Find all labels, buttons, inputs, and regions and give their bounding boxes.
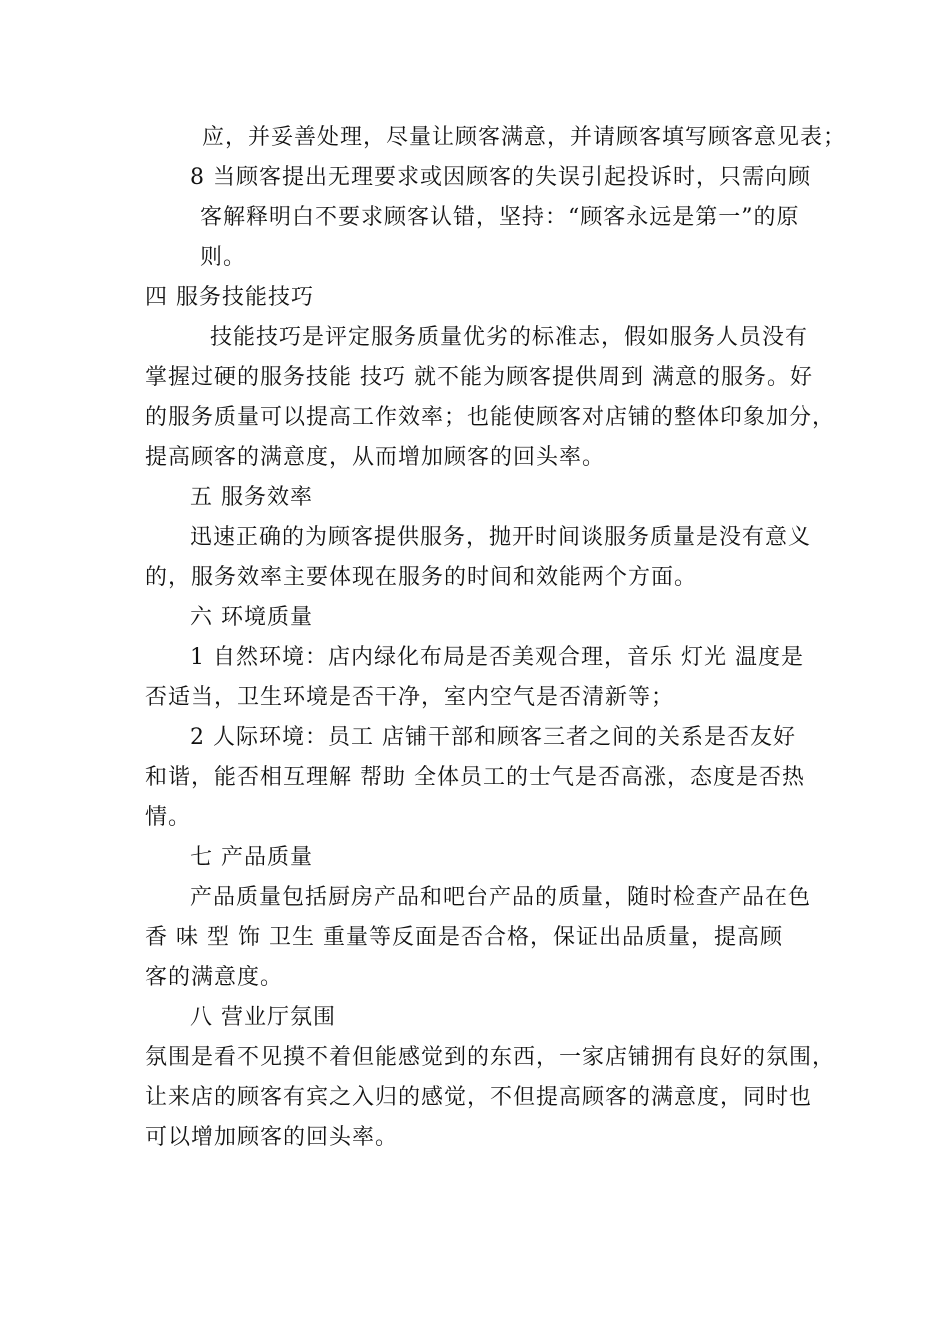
text-line: 2 人际环境：员工 店铺干部和顾客三者之间的关系是否友好: [190, 725, 796, 750]
text-line: 情。: [145, 805, 192, 830]
section-heading: 四 服务技能技巧: [145, 285, 314, 310]
text-line: 可以增加顾客的回头率。: [145, 1125, 399, 1150]
text-line: 的，服务效率主要体现在服务的时间和效能两个方面。: [145, 565, 698, 590]
text-line: 应，并妥善处理，尽量让顾客满意，并请顾客填写顾客意见表；: [202, 125, 847, 150]
text-line: 氛围是看不见摸不着但能感觉到的东西，一家店铺拥有良好的氛围，: [145, 1045, 836, 1070]
text-line: 客解释明白不要求顾客认错，坚持：“顾客永远是第一”的原: [200, 205, 800, 230]
text-line: 香 味 型 饰 卫生 重量等反面是否合格，保证出品质量，提高顾: [145, 925, 783, 950]
text-line: 掌握过硬的服务技能 技巧 就不能为顾客提供周到 满意的服务。好: [145, 365, 813, 390]
section-heading: 五 服务效率: [190, 485, 313, 510]
section-heading: 六 环境质量: [190, 605, 313, 630]
text-line: 则。: [200, 245, 247, 270]
section-heading: 七 产品质量: [190, 845, 313, 870]
text-line: 和谐，能否相互理解 帮助 全体员工的士气是否高涨，态度是否热: [145, 765, 805, 790]
text-line: 否适当，卫生环境是否干净，室内空气是否清新等；: [145, 685, 675, 710]
text-line: 8 当顾客提出无理要求或因顾客的失误引起投诉时，只需向顾: [190, 165, 811, 190]
section-heading: 八 营业厅氛围: [190, 1005, 336, 1030]
text-line: 1 自然环境：店内绿化布局是否美观合理，音乐 灯光 温度是: [190, 645, 804, 670]
text-line: 迅速正确的为顾客提供服务，抛开时间谈服务质量是没有意义: [190, 525, 812, 550]
text-line: 客的满意度。: [145, 965, 284, 990]
text-line: 产品质量包括厨房产品和吧台产品的质量，随时检查产品在色: [190, 885, 812, 910]
text-line: 提高顾客的满意度，从而增加顾客的回头率。: [145, 445, 606, 470]
text-line: 技能技巧是评定服务质量优劣的标准志，假如服务人员没有: [210, 325, 809, 350]
text-line: 让来店的顾客有宾之入归的感觉，不但提高顾客的满意度，同时也: [145, 1085, 813, 1110]
text-line: 的服务质量可以提高工作效率；也能使顾客对店铺的整体印象加分，: [145, 405, 836, 430]
